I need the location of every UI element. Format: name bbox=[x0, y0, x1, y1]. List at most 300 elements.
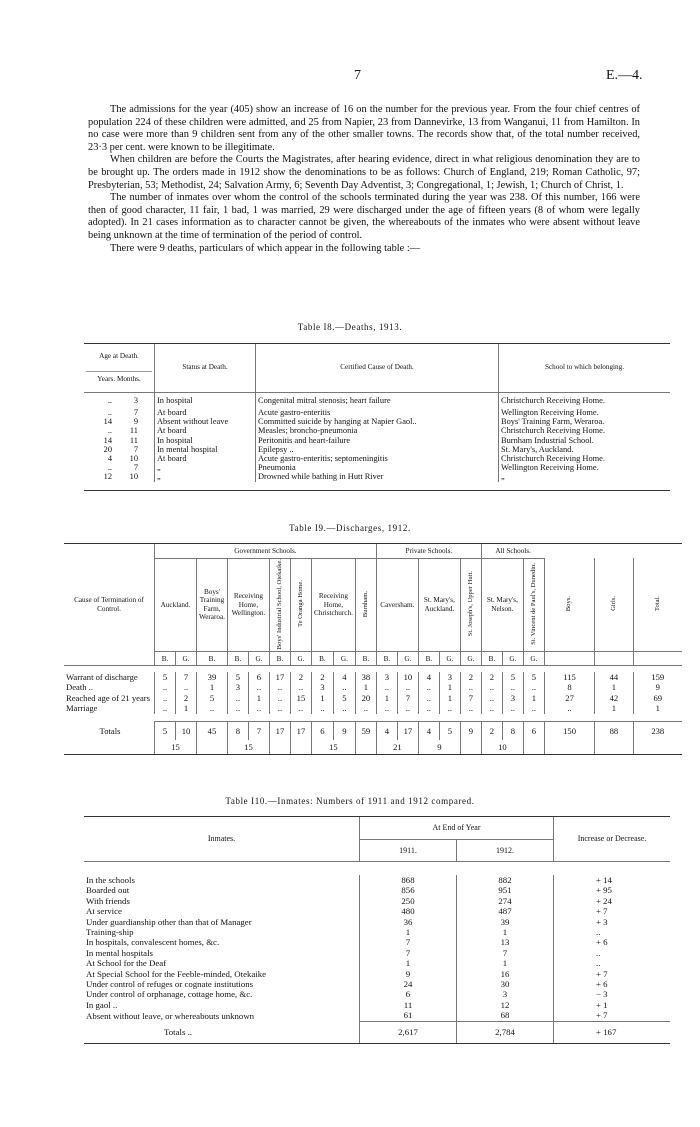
sex-subheader: B. bbox=[376, 652, 397, 666]
subtotals-row bbox=[64, 740, 682, 754]
total-cell: 1 bbox=[595, 703, 633, 714]
school-cell: Wellington Receiving Home. bbox=[501, 463, 599, 473]
value-cell: .. bbox=[176, 682, 197, 693]
all-schools-column-header bbox=[633, 558, 682, 652]
count-1912: 882 bbox=[457, 875, 554, 885]
subtotal-cell: 15 bbox=[311, 740, 355, 754]
total-cell: 88 bbox=[595, 722, 633, 740]
age-months: 7 bbox=[133, 463, 138, 473]
sex-subheader: B. bbox=[197, 652, 228, 666]
table-row bbox=[84, 989, 670, 999]
total-cell: 150 bbox=[544, 722, 594, 740]
count-1912: 13 bbox=[457, 937, 554, 947]
subtotal-cell-blank bbox=[595, 740, 633, 754]
subtotal-cell bbox=[269, 740, 290, 754]
school-cell: Burnham Industrial School. bbox=[501, 435, 594, 445]
status-cell: In hospital bbox=[155, 436, 256, 445]
age-years: 20 bbox=[103, 444, 112, 454]
value-cell: 20 bbox=[355, 693, 376, 704]
count-1912: 1 bbox=[457, 958, 554, 968]
value-cell: .. bbox=[269, 682, 290, 693]
total-cell: .. bbox=[544, 703, 594, 714]
cause-cell: Epilepsy .. bbox=[256, 445, 499, 454]
sex-subheader: B. bbox=[311, 652, 333, 666]
totals-row bbox=[64, 722, 682, 740]
value-cell: 5 bbox=[502, 672, 523, 683]
inmate-category: Under guardianship other than that of Manager bbox=[84, 917, 360, 927]
inmates-header: Inmates. bbox=[84, 817, 360, 861]
row-label: Totals bbox=[99, 725, 121, 736]
year-1912-header: 1912. bbox=[457, 839, 554, 861]
subtotal-cell bbox=[355, 740, 376, 754]
school-column-header bbox=[523, 558, 544, 652]
total-cell: 159 bbox=[633, 672, 682, 683]
count-1912: 487 bbox=[457, 906, 554, 916]
private-schools-header: Private Schools. bbox=[376, 544, 481, 558]
value-cell: 6 bbox=[248, 672, 269, 683]
school-column-header: Caversham. bbox=[376, 558, 418, 652]
table-row bbox=[84, 408, 670, 417]
value-cell: .. bbox=[418, 682, 439, 693]
change-value: + 14 bbox=[554, 875, 671, 885]
deaths-table bbox=[84, 343, 670, 491]
table-row bbox=[84, 426, 670, 435]
sex-subheader: G. bbox=[176, 652, 197, 666]
total-cell: 1 bbox=[633, 703, 682, 714]
subtotal-cell: 10 bbox=[481, 740, 523, 754]
cause-cell: Acute gastro-enteritis bbox=[256, 408, 499, 417]
value-cell: 1 bbox=[376, 693, 397, 704]
status-cell: „ bbox=[155, 463, 256, 472]
status-cell: Absent without leave bbox=[155, 417, 256, 426]
inmate-category: Under control of orphanage, cottage home, &c. bbox=[84, 989, 360, 999]
cause-cell: Peritonitis and heart-failure bbox=[256, 436, 499, 445]
count-1912: 68 bbox=[457, 1010, 554, 1021]
change-value: + 3 bbox=[554, 917, 671, 927]
change-value: + 6 bbox=[554, 979, 671, 989]
inmate-category: At School for the Deaf bbox=[84, 958, 360, 968]
government-schools-header: Government Schools. bbox=[155, 544, 377, 558]
school-name: Burnham. bbox=[361, 590, 369, 617]
inmate-category: At Special School for the Feeble-minded, Otekaike bbox=[84, 969, 360, 979]
value-cell: 5 bbox=[333, 693, 355, 704]
school-cell: Boys' Training Farm, Weraroa. bbox=[501, 417, 605, 427]
count-1911: 250 bbox=[360, 896, 457, 906]
age-months: 11 bbox=[129, 426, 138, 436]
value-cell: 8 bbox=[502, 722, 523, 740]
value-cell: 5 bbox=[523, 672, 544, 683]
sex-subheader: G. bbox=[248, 652, 269, 666]
change-value: + 95 bbox=[554, 885, 671, 895]
sex-subheader: G. bbox=[523, 652, 544, 666]
count-1911: 7 bbox=[360, 948, 457, 958]
value-cell: 45 bbox=[197, 722, 228, 740]
value-cell: .. bbox=[269, 703, 290, 714]
value-cell: 2 bbox=[481, 722, 502, 740]
sex-subheader: B. bbox=[155, 652, 176, 666]
table-row bbox=[84, 979, 670, 989]
sex-subheader: G. bbox=[439, 652, 460, 666]
value-cell: 3 bbox=[227, 682, 248, 693]
total-1911: 2,617 bbox=[360, 1021, 457, 1043]
value-cell: 17 bbox=[290, 722, 311, 740]
count-1911: 480 bbox=[360, 906, 457, 916]
row-label: Reached age of 21 years bbox=[66, 692, 150, 703]
age-months: 10 bbox=[129, 472, 138, 482]
age-cell bbox=[84, 445, 155, 454]
cause-cell: Measles; broncho-pneumonia bbox=[256, 426, 499, 435]
table-row bbox=[84, 927, 670, 937]
year-1911-header: 1911. bbox=[360, 839, 457, 861]
table-row bbox=[84, 917, 670, 927]
cause-cell: Pneumonia bbox=[256, 463, 499, 472]
value-cell: .. bbox=[460, 682, 481, 693]
subtotal-label-blank bbox=[64, 740, 155, 754]
value-cell: 3 bbox=[502, 693, 523, 704]
paragraph: The admissions for the year (405) show an increase of 16 on the number for the previous year. From the four chief centres of population 224 of these children were admitted, and 25 from Napier, 23 from Dannevirke, 13 from Wanganui, 11 from Hamilton. In no case were more than 9 children sent from any of the other smaller towns. The records show that, of the total number received, 23·3 per cent. were known to be illegitimate. bbox=[88, 104, 640, 153]
table-row bbox=[84, 1000, 670, 1010]
age-years: 14 bbox=[103, 417, 112, 427]
value-cell: 2 bbox=[176, 693, 197, 704]
total-cell: 42 bbox=[595, 693, 633, 704]
table-row bbox=[84, 906, 670, 916]
value-cell: 7 bbox=[397, 693, 418, 704]
school-cell: Wellington Receiving Home. bbox=[501, 408, 599, 417]
deaths-table-grid bbox=[84, 344, 670, 490]
value-cell: 59 bbox=[355, 722, 376, 740]
table-row bbox=[84, 463, 670, 472]
sex-subheader: G. bbox=[502, 652, 523, 666]
sex-subheader: G. bbox=[460, 652, 481, 666]
age-months: 3 bbox=[133, 395, 138, 405]
value-cell: .. bbox=[155, 693, 176, 704]
paragraph: When children are before the Courts the Magistrates, after hearing evidence, direct in what religious denomination they are to be brought up. The orders made in 1912 show the denominations to be as follows: Church of England, 219; Roman Catholic, 97; Presbyterian, 53; Methodist, 24; Salvation Army, 6; Seventh Day Adventist, 3; Congregational, 1; Jewish, 1; Church of Christ, 1. bbox=[88, 154, 640, 191]
change-value: .. bbox=[554, 948, 671, 958]
change-value: + 6 bbox=[554, 937, 671, 947]
table-row bbox=[84, 875, 670, 885]
change-value: .. bbox=[554, 927, 671, 937]
value-cell: 8 bbox=[227, 722, 248, 740]
total-change: + 167 bbox=[554, 1021, 671, 1043]
subtotal-cell bbox=[460, 740, 481, 754]
value-cell: .. bbox=[418, 703, 439, 714]
count-1911: 1 bbox=[360, 927, 457, 937]
total-1912: 2,784 bbox=[457, 1021, 554, 1043]
subtotal-cell-blank bbox=[544, 740, 594, 754]
school-cell: St. Mary's, Auckland. bbox=[501, 444, 574, 454]
discharges-table-grid bbox=[64, 544, 682, 754]
count-1912: 7 bbox=[457, 948, 554, 958]
value-cell: 5 bbox=[197, 693, 228, 704]
value-cell: 9 bbox=[460, 722, 481, 740]
table-row bbox=[64, 703, 682, 714]
count-1912: 12 bbox=[457, 1000, 554, 1010]
change-header: Increase or Decrease. bbox=[554, 817, 671, 861]
change-value: .. bbox=[554, 958, 671, 968]
value-cell: 39 bbox=[197, 672, 228, 683]
school-name: St. Joseph's, Upper Hutt. bbox=[466, 571, 474, 637]
change-value: + 7 bbox=[554, 969, 671, 979]
table-row bbox=[84, 472, 670, 481]
value-cell: .. bbox=[502, 682, 523, 693]
all-schools-column-header bbox=[595, 558, 633, 652]
count-1912: 30 bbox=[457, 979, 554, 989]
value-cell: 5 bbox=[155, 672, 176, 683]
sex-subheader: B. bbox=[418, 652, 439, 666]
sex-subheader: B. bbox=[481, 652, 502, 666]
value-cell: .. bbox=[481, 682, 502, 693]
value-cell: .. bbox=[523, 703, 544, 714]
value-cell: 4 bbox=[333, 672, 355, 683]
value-cell: 1 bbox=[439, 682, 460, 693]
age-cell bbox=[84, 392, 155, 408]
value-cell: .. bbox=[248, 682, 269, 693]
inmate-category: In gaol .. bbox=[84, 1000, 360, 1010]
school-name: St. Vincent de Paul's, Dunedin. bbox=[529, 562, 537, 645]
value-cell: 10 bbox=[397, 672, 418, 683]
school-column-header: Auckland. bbox=[155, 558, 197, 652]
age-at-death-label: Age at Death. bbox=[99, 351, 139, 360]
subtotal-cell bbox=[197, 740, 228, 754]
count-1911: 856 bbox=[360, 885, 457, 895]
count-1912: 1 bbox=[457, 927, 554, 937]
status-cell: In mental hospital bbox=[155, 445, 256, 454]
table-row bbox=[64, 682, 682, 693]
years-label: Years. bbox=[97, 374, 116, 383]
value-cell: .. bbox=[333, 703, 355, 714]
value-cell: .. bbox=[269, 693, 290, 704]
school-column-header: St. Mary's, Auckland. bbox=[418, 558, 460, 652]
sex-subheader: G. bbox=[333, 652, 355, 666]
count-1912: 951 bbox=[457, 885, 554, 895]
value-cell: 5 bbox=[227, 672, 248, 683]
inmate-category: In mental hospitals bbox=[84, 948, 360, 958]
age-months: 11 bbox=[129, 435, 138, 445]
count-1911: 7 bbox=[360, 937, 457, 947]
value-cell: 1 bbox=[439, 693, 460, 704]
school-column-header: St. Mary's, Nelson. bbox=[481, 558, 523, 652]
all-schools-column-header bbox=[544, 558, 594, 652]
status-cell: At board bbox=[155, 426, 256, 435]
age-header bbox=[84, 344, 155, 392]
value-cell: 4 bbox=[418, 722, 439, 740]
value-cell: 6 bbox=[523, 722, 544, 740]
subtotal-cell: 21 bbox=[376, 740, 418, 754]
age-cell bbox=[84, 472, 155, 481]
table-row bbox=[84, 937, 670, 947]
age-cell bbox=[84, 426, 155, 435]
value-cell: 2 bbox=[311, 672, 333, 683]
change-value: + 7 bbox=[554, 1010, 671, 1021]
value-cell: 5 bbox=[439, 722, 460, 740]
value-cell: 6 bbox=[311, 722, 333, 740]
row-label: Marriage bbox=[66, 703, 98, 714]
total-cell: 69 bbox=[633, 693, 682, 704]
inmate-category: Boarded out bbox=[84, 885, 360, 895]
subtotal-cell: 15 bbox=[227, 740, 269, 754]
value-cell: .. bbox=[376, 703, 397, 714]
table-row bbox=[84, 896, 670, 906]
table-spacer bbox=[84, 861, 670, 875]
all-schools-label: Total. bbox=[653, 595, 661, 611]
value-cell: .. bbox=[155, 703, 176, 714]
count-1912: 274 bbox=[457, 896, 554, 906]
value-cell: 7 bbox=[248, 722, 269, 740]
subtotal-cell: 15 bbox=[155, 740, 197, 754]
age-cell bbox=[84, 454, 155, 463]
subtotal-cell: 9 bbox=[418, 740, 460, 754]
count-1911: 11 bbox=[360, 1000, 457, 1010]
total-cell: 9 bbox=[633, 682, 682, 693]
age-cell bbox=[84, 463, 155, 472]
school-cell: Christchurch Receiving Home. bbox=[501, 454, 605, 464]
end-of-year-header: At End of Year bbox=[360, 817, 554, 839]
cause-cell: Drowned while bathing in Hutt River bbox=[256, 472, 499, 481]
value-cell: .. bbox=[155, 682, 176, 693]
inmate-category: In hospitals, convalescent homes, &c. bbox=[84, 937, 360, 947]
school-column-header bbox=[290, 558, 311, 652]
total-cell: 1 bbox=[595, 682, 633, 693]
page-number: 7 bbox=[354, 68, 361, 83]
value-cell: .. bbox=[333, 682, 355, 693]
age-cell bbox=[84, 436, 155, 445]
cause-cell: Committed suicide by hanging at Napier Gaol.. bbox=[256, 417, 499, 426]
age-years: .. bbox=[107, 408, 112, 417]
all-schools-header: All Schools. bbox=[481, 544, 544, 558]
inmate-category: With friends bbox=[84, 896, 360, 906]
sex-subheader-blank bbox=[595, 652, 633, 666]
value-cell: 3 bbox=[311, 682, 333, 693]
value-cell: 1 bbox=[523, 693, 544, 704]
sex-subheader: G. bbox=[290, 652, 311, 666]
count-1911: 9 bbox=[360, 969, 457, 979]
count-1911: 36 bbox=[360, 917, 457, 927]
months-label: Months. bbox=[116, 374, 141, 383]
table-caption: Table I10.—Inmates: Numbers of 1911 and 1912 compared. bbox=[225, 796, 475, 806]
age-years: .. bbox=[107, 463, 112, 473]
age-months: 7 bbox=[133, 444, 138, 454]
age-years: 14 bbox=[103, 435, 112, 445]
table-row bbox=[84, 392, 670, 408]
age-years: .. bbox=[107, 426, 112, 436]
inmate-category: Absent without leave, or whereabouts unknown bbox=[84, 1010, 360, 1021]
status-cell: „ bbox=[155, 472, 256, 481]
inmate-category: Under control of refuges or cognate institutions bbox=[84, 979, 360, 989]
value-cell: 3 bbox=[439, 672, 460, 683]
value-cell: .. bbox=[481, 693, 502, 704]
row-label: Death .. bbox=[66, 682, 93, 693]
count-1911: 1 bbox=[360, 958, 457, 968]
sex-subheader: B. bbox=[355, 652, 376, 666]
value-cell: 1 bbox=[355, 682, 376, 693]
sex-subheader-blank bbox=[544, 652, 594, 666]
value-cell: .. bbox=[439, 703, 460, 714]
subtotal-cell bbox=[290, 740, 311, 754]
table-caption: Table I8.—Deaths, 1913. bbox=[297, 322, 403, 332]
sex-subheader: B. bbox=[269, 652, 290, 666]
value-cell: .. bbox=[397, 682, 418, 693]
table-row bbox=[84, 948, 670, 958]
value-cell: .. bbox=[376, 682, 397, 693]
table-row bbox=[84, 417, 670, 426]
cause-cell: Congenital mitral stenosis; heart failure bbox=[256, 392, 499, 408]
age-years: 12 bbox=[103, 472, 112, 482]
age-years: 4 bbox=[107, 454, 112, 464]
cause-cell: Acute gastro-enteritis; septomeningitis bbox=[256, 454, 499, 463]
table-spacer bbox=[84, 482, 670, 490]
sex-subheader: B. bbox=[227, 652, 248, 666]
value-cell: .. bbox=[418, 693, 439, 704]
table-spacer bbox=[64, 714, 682, 722]
count-1911: 6 bbox=[360, 989, 457, 999]
value-cell: .. bbox=[481, 703, 502, 714]
total-cell: 8 bbox=[544, 682, 594, 693]
row-label: Warrant of discharge bbox=[66, 671, 138, 682]
inmate-category: Training-ship bbox=[84, 927, 360, 937]
table-row bbox=[84, 958, 670, 968]
value-cell: .. bbox=[355, 703, 376, 714]
school-header: School to which belonging. bbox=[544, 363, 625, 372]
school-column-header: Receiving Home, Christchurch. bbox=[311, 558, 355, 652]
value-cell: .. bbox=[290, 703, 311, 714]
school-cell: Christchurch Receiving Home. bbox=[501, 426, 605, 436]
change-value: + 24 bbox=[554, 896, 671, 906]
value-cell: 1 bbox=[197, 682, 228, 693]
value-cell: 7 bbox=[460, 693, 481, 704]
school-name: Te Oranga Home. bbox=[296, 580, 304, 628]
value-cell: 4 bbox=[376, 722, 397, 740]
value-cell: 17 bbox=[397, 722, 418, 740]
totals-row bbox=[84, 1021, 670, 1043]
value-cell: .. bbox=[290, 682, 311, 693]
subtotal-cell bbox=[523, 740, 544, 754]
count-1911: 61 bbox=[360, 1010, 457, 1021]
value-cell: 3 bbox=[376, 672, 397, 683]
age-months: 9 bbox=[133, 417, 138, 427]
value-cell: .. bbox=[197, 703, 228, 714]
sex-subheader: G. bbox=[397, 652, 418, 666]
change-value: + 1 bbox=[554, 1000, 671, 1010]
value-cell: .. bbox=[227, 703, 248, 714]
value-cell: .. bbox=[460, 703, 481, 714]
inmate-category: At service bbox=[84, 906, 360, 916]
value-cell: .. bbox=[227, 693, 248, 704]
value-cell: 7 bbox=[176, 672, 197, 683]
value-cell: 5 bbox=[155, 722, 176, 740]
value-cell: 10 bbox=[176, 722, 197, 740]
value-cell: .. bbox=[311, 703, 333, 714]
age-months: 7 bbox=[133, 408, 138, 417]
count-1911: 24 bbox=[360, 979, 457, 989]
inmates-table bbox=[84, 816, 670, 1044]
value-cell: .. bbox=[248, 703, 269, 714]
cause-header: Certified Cause of Death. bbox=[256, 344, 499, 392]
value-cell: 17 bbox=[269, 672, 290, 683]
inmate-category: In the schools bbox=[84, 875, 360, 885]
value-cell: 2 bbox=[460, 672, 481, 683]
table-caption: Table I9.—Discharges, 1912. bbox=[289, 523, 411, 533]
value-cell: 1 bbox=[311, 693, 333, 704]
school-name: Boys' Industrial School, Otekaike. bbox=[275, 558, 283, 649]
value-cell: 2 bbox=[481, 672, 502, 683]
total-cell: 115 bbox=[544, 672, 594, 683]
count-1911: 868 bbox=[360, 875, 457, 885]
totals-label: Totals .. bbox=[84, 1021, 360, 1043]
value-cell: .. bbox=[502, 703, 523, 714]
all-schools-label: Girls. bbox=[609, 596, 617, 611]
total-cell: 238 bbox=[633, 722, 682, 740]
count-1912: 3 bbox=[457, 989, 554, 999]
